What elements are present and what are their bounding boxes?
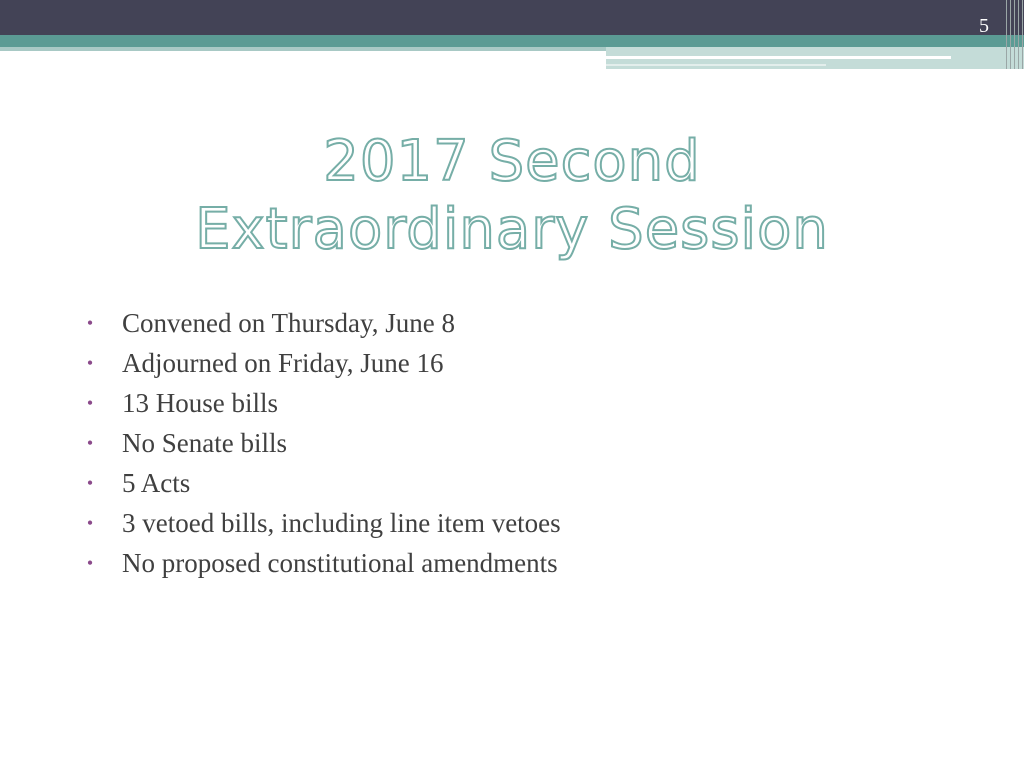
bullet-icon: •	[86, 393, 94, 413]
header-band-light	[0, 47, 606, 51]
bullet-text: 13 House bills	[122, 388, 279, 418]
bullet-text: No Senate bills	[122, 428, 287, 458]
slide-title-line-2: Extraordinary Session	[195, 197, 829, 262]
bullet-text: Convened on Thursday, June 8	[122, 308, 455, 338]
bullet-icon: •	[86, 513, 94, 533]
bullet-icon: •	[86, 473, 94, 493]
bullet-icon: •	[86, 553, 94, 573]
header-right-line	[606, 56, 951, 59]
bullet-text: 5 Acts	[122, 468, 191, 498]
bullet-icon: •	[86, 433, 94, 453]
bullet-text: No proposed constitutional amendments	[122, 548, 558, 578]
slide-title	[0, 128, 1024, 264]
header-band-teal	[0, 35, 1024, 47]
header-band-dark	[0, 0, 1024, 35]
bullet-icon: •	[86, 313, 94, 333]
header-edge-lines	[1004, 0, 1024, 69]
header-right-line-secondary	[606, 64, 826, 66]
bullet-item	[84, 383, 561, 423]
bullet-text: Adjourned on Friday, June 16	[122, 348, 444, 378]
bullet-icon: •	[86, 353, 94, 373]
bullet-list	[84, 303, 561, 583]
bullet-item	[84, 343, 561, 383]
bullet-item	[84, 303, 561, 343]
bullet-item	[84, 543, 561, 583]
bullet-item	[84, 423, 561, 463]
bullet-item	[84, 463, 561, 503]
slide-number: 5	[979, 15, 989, 37]
bullet-item	[84, 503, 561, 543]
bullet-text: 3 vetoed bills, including line item vetoes	[122, 508, 561, 538]
slide-title-line-1: 2017 Second	[323, 129, 701, 194]
